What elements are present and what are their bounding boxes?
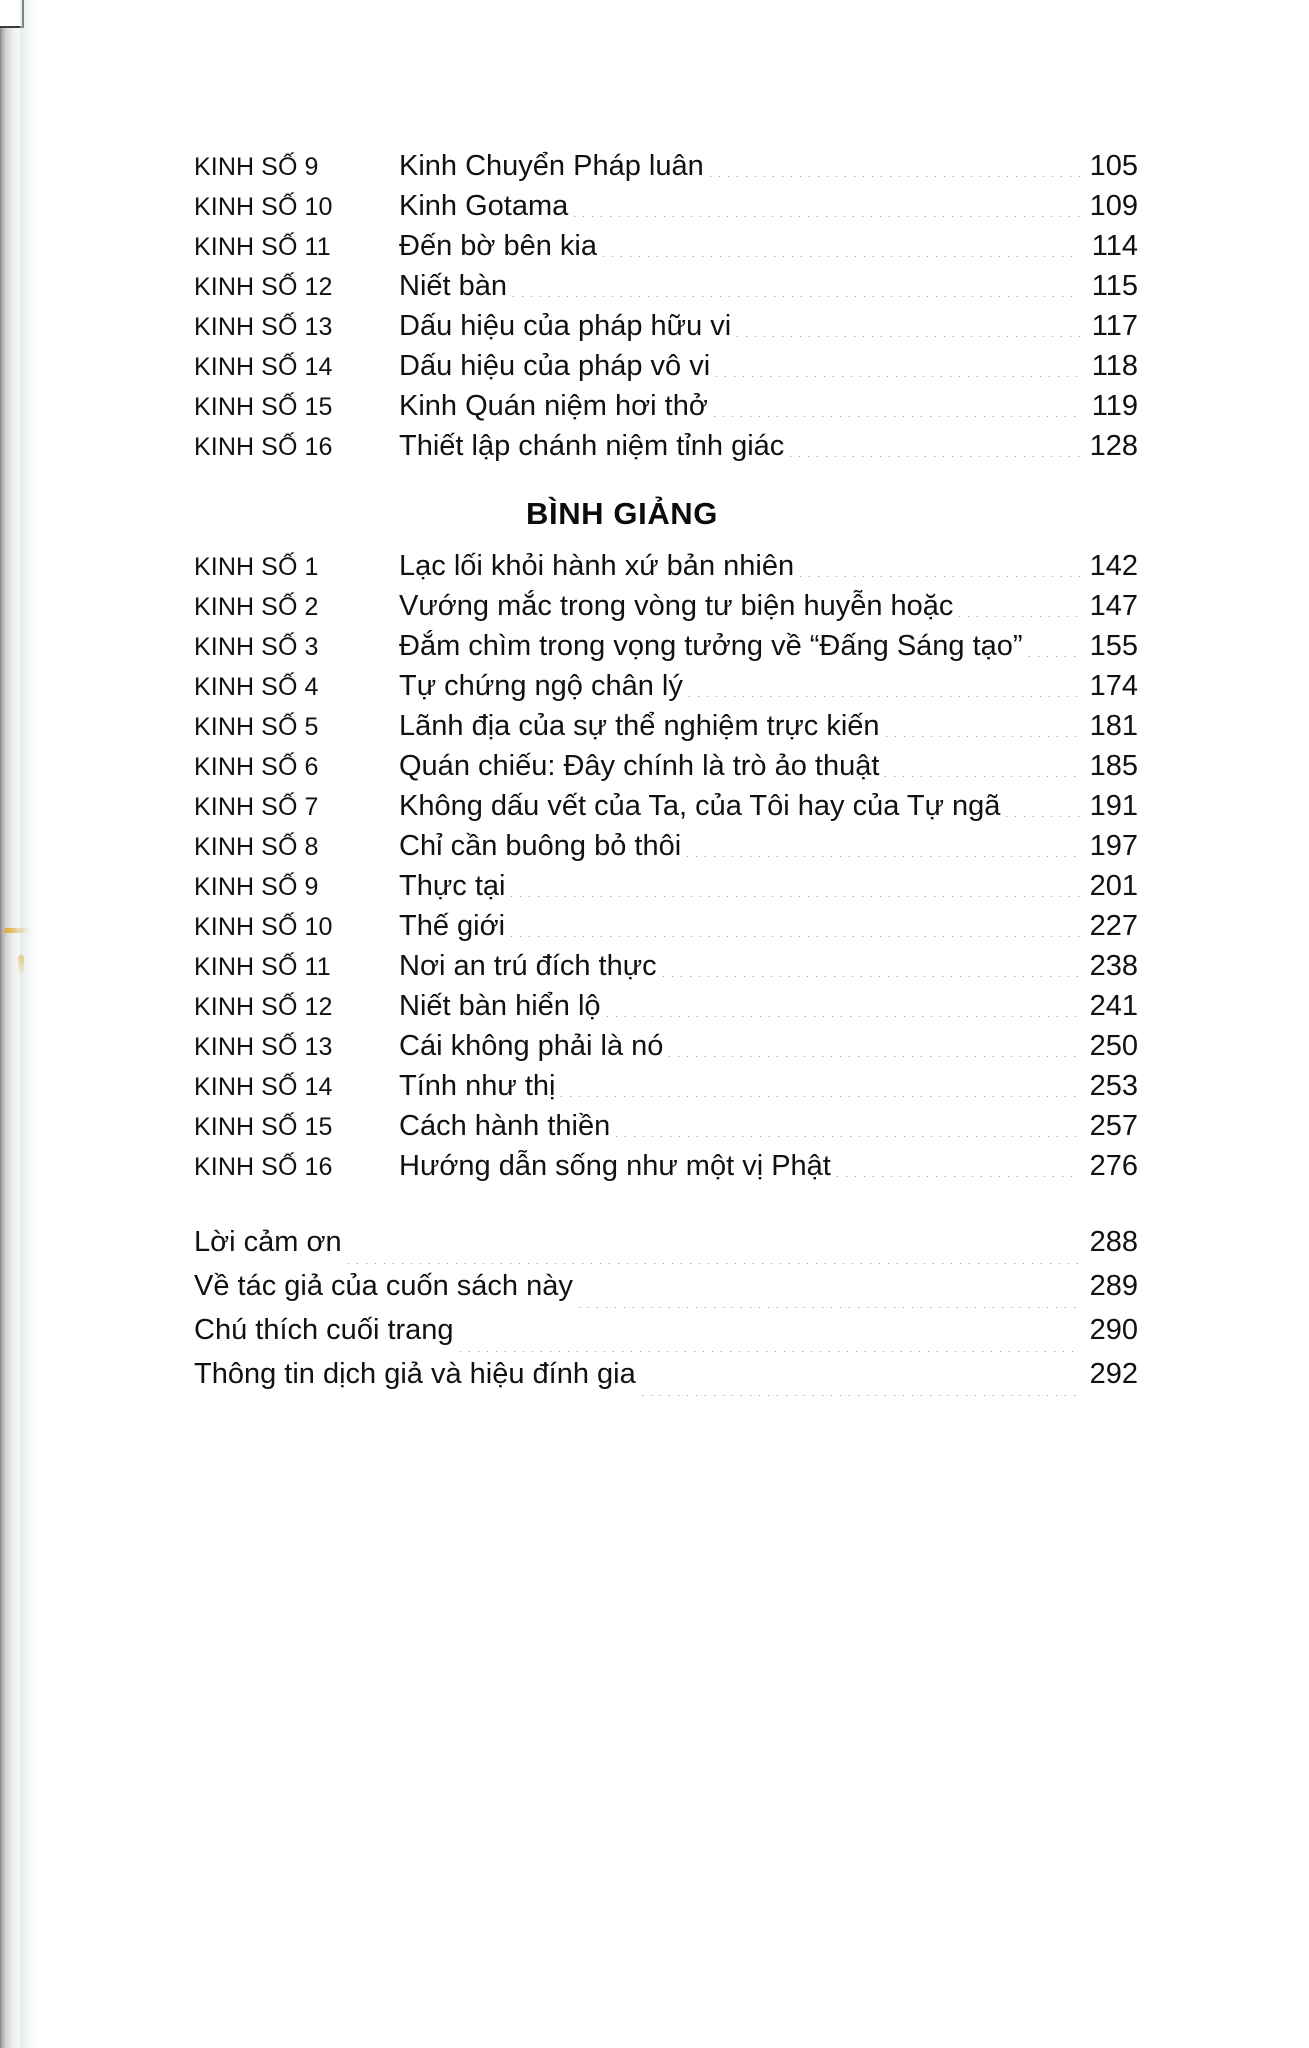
toc-entry-page-number: 174 <box>1089 670 1138 702</box>
scan-stray-mark <box>4 928 30 933</box>
toc-entry-title: Cái không phải là nó <box>399 1030 664 1062</box>
toc-entry[interactable] <box>194 710 1138 750</box>
toc-entry-body <box>399 550 1138 583</box>
toc-section-binh-giang <box>194 470 1138 1190</box>
dot-leader <box>570 216 1080 217</box>
dot-leader <box>557 1096 1080 1097</box>
toc-entry-title: Tự chứng ngộ chân lý <box>399 670 683 702</box>
toc-entry-page-number: 105 <box>1089 150 1138 182</box>
toc-entry-page-number: 128 <box>1089 430 1138 462</box>
toc-entry[interactable] <box>194 790 1138 830</box>
toc-entry-title: Kinh Quán niệm hơi thở <box>399 390 708 422</box>
toc-entry-label: KINH SỐ 9 <box>194 153 319 181</box>
toc-entry-body <box>399 350 1138 383</box>
toc-entry[interactable] <box>194 670 1138 710</box>
dot-leader <box>881 776 1080 777</box>
toc-entry-label: KINH SỐ 11 <box>194 953 331 981</box>
toc-entry-title: Tính như thị <box>399 1070 556 1102</box>
toc-entry-page-number: 227 <box>1089 910 1138 942</box>
toc-entry-body <box>399 270 1138 303</box>
dot-leader <box>796 576 1080 577</box>
toc-entry-title: Niết bàn hiển lộ <box>399 990 601 1022</box>
toc-backmatter-title: Chú thích cuối trang <box>194 1314 454 1346</box>
toc-entry-page-number: 253 <box>1089 1070 1138 1102</box>
toc-entry-title: Đắm chìm trong vọng tưởng về “Đấng Sáng tạo” <box>399 630 1023 662</box>
toc-entry-title: Không dấu vết của Ta, của Tôi hay của Tự ngã <box>399 790 1001 822</box>
toc-entry-page-number: 155 <box>1089 630 1138 662</box>
toc-backmatter-page-number: 290 <box>1089 1314 1138 1346</box>
toc-entry-label: KINH SỐ 8 <box>194 833 319 861</box>
dot-leader <box>955 616 1080 617</box>
toc-entry-label: KINH SỐ 10 <box>194 193 333 221</box>
toc-entry[interactable] <box>194 270 1138 310</box>
dot-leader <box>509 296 1080 297</box>
toc-entry-page-number: 118 <box>1091 350 1138 382</box>
toc-entry-body <box>399 230 1138 263</box>
toc-entry-page-number: 191 <box>1089 790 1138 822</box>
toc-entry-label: KINH SỐ 3 <box>194 633 319 661</box>
toc-entry-label: KINH SỐ 7 <box>194 793 319 821</box>
toc-entry[interactable] <box>194 550 1138 590</box>
toc-entry-body <box>399 750 1138 783</box>
dot-leader <box>665 1056 1080 1057</box>
toc-entry-body <box>399 390 1138 423</box>
toc-backmatter-title: Thông tin dịch giả và hiệu đính gia <box>194 1358 636 1390</box>
toc-entry-label: KINH SỐ 11 <box>194 233 331 261</box>
toc-entry-label: KINH SỐ 14 <box>194 353 333 381</box>
toc-entry-body <box>399 1150 1138 1183</box>
toc-entry-title: Thế giới <box>399 910 506 942</box>
toc-entry[interactable] <box>194 190 1138 230</box>
dot-leader <box>786 456 1080 457</box>
toc-entry-title: Dấu hiệu của pháp vô vi <box>399 350 711 382</box>
toc-backmatter-entry[interactable] <box>194 1270 1138 1314</box>
toc-entry-body <box>399 150 1138 183</box>
toc-entry-title: Lạc lối khỏi hành xứ bản nhiên <box>399 550 795 582</box>
toc-entry-page-number: 114 <box>1091 230 1138 262</box>
toc-entry-label: KINH SỐ 12 <box>194 273 333 301</box>
toc-backmatter-page-number: 288 <box>1089 1226 1138 1258</box>
toc-entry-title: Quán chiếu: Đây chính là trò ảo thuật <box>399 750 880 782</box>
toc-entry-body <box>399 310 1138 343</box>
toc-entry-label: KINH SỐ 13 <box>194 313 333 341</box>
toc-entry-title: Cách hành thiền <box>399 1110 611 1142</box>
toc-entry-title: Kinh Chuyển Pháp luân <box>399 150 704 182</box>
toc-entry-title: Hướng dẫn sống như một vị Phật <box>399 1150 831 1182</box>
dot-leader <box>659 976 1080 977</box>
toc-entry-page-number: 250 <box>1089 1030 1138 1062</box>
toc-entry-label: KINH SỐ 16 <box>194 433 333 461</box>
toc-backmatter-title: Lời cảm ơn <box>194 1226 342 1258</box>
toc-entry-page-number: 115 <box>1091 270 1138 302</box>
toc-entry[interactable] <box>194 1070 1138 1110</box>
toc-entry[interactable] <box>194 1150 1138 1190</box>
toc-entry-page-number: 276 <box>1089 1150 1138 1182</box>
toc-entry-label: KINH SỐ 15 <box>194 393 333 421</box>
toc-entry-body <box>399 790 1138 823</box>
toc-entry-body <box>399 710 1138 743</box>
toc-entry[interactable] <box>194 1030 1138 1070</box>
toc-entry-label: KINH SỐ 14 <box>194 1073 333 1101</box>
toc-entry-body <box>399 190 1138 223</box>
scan-stray-mark-secondary <box>18 955 24 975</box>
toc-entry-page-number: 109 <box>1089 190 1138 222</box>
toc-backmatter-page-number: 292 <box>1089 1358 1138 1390</box>
toc-entry-body <box>399 910 1138 943</box>
toc-entry-page-number: 238 <box>1089 950 1138 982</box>
toc-entry-label: KINH SỐ 6 <box>194 753 319 781</box>
toc-entry-label: KINH SỐ 2 <box>194 593 319 621</box>
toc-entry-title: Chỉ cần buông bỏ thôi <box>399 830 682 862</box>
toc-entry[interactable] <box>194 750 1138 790</box>
toc-entry-body <box>399 830 1138 863</box>
dot-leader <box>344 1263 1080 1264</box>
toc-entry[interactable] <box>194 590 1138 630</box>
toc-entry[interactable] <box>194 950 1138 990</box>
toc-entry-body <box>399 990 1138 1023</box>
dot-leader <box>706 176 1080 177</box>
toc-entry-page-number: 147 <box>1089 590 1138 622</box>
toc-entry-body <box>399 1070 1138 1103</box>
toc-entry-page-number: 185 <box>1089 750 1138 782</box>
toc-entry-body <box>399 590 1138 623</box>
dot-leader <box>1025 656 1080 657</box>
dot-leader <box>507 936 1080 937</box>
toc-entry[interactable] <box>194 390 1138 430</box>
dot-leader <box>710 416 1080 417</box>
table-of-contents <box>194 150 1138 1402</box>
toc-backmatter-entry[interactable] <box>194 1358 1138 1402</box>
toc-entry-page-number: 117 <box>1091 310 1138 342</box>
toc-entry-label: KINH SỐ 9 <box>194 873 319 901</box>
toc-entry-label: KINH SỐ 16 <box>194 1153 333 1181</box>
toc-entry-label: KINH SỐ 13 <box>194 1033 333 1061</box>
toc-entry[interactable] <box>194 430 1138 470</box>
toc-entry-label: KINH SỐ 15 <box>194 1113 333 1141</box>
dot-leader <box>882 736 1080 737</box>
toc-entry-title: Niết bàn <box>399 270 508 302</box>
dot-leader <box>599 256 1080 257</box>
toc-backmatter <box>194 1226 1138 1402</box>
toc-entry[interactable] <box>194 310 1138 350</box>
toc-entry-label: KINH SỐ 4 <box>194 673 319 701</box>
toc-entry-page-number: 241 <box>1089 990 1138 1022</box>
toc-entry[interactable] <box>194 230 1138 270</box>
toc-entry-body <box>399 430 1138 463</box>
dot-leader <box>575 1307 1080 1308</box>
page-edge-tint <box>20 0 36 2048</box>
toc-entry[interactable] <box>194 150 1138 190</box>
toc-entry[interactable] <box>194 630 1138 670</box>
toc-entry-body <box>399 950 1138 983</box>
dot-leader <box>612 1136 1080 1137</box>
toc-entry-body <box>399 630 1138 663</box>
toc-entry-page-number: 197 <box>1089 830 1138 862</box>
toc-section-kinh-continued <box>194 150 1138 470</box>
toc-entry-label: KINH SỐ 12 <box>194 993 333 1021</box>
dot-leader <box>1002 816 1080 817</box>
toc-entry[interactable] <box>194 870 1138 910</box>
toc-entry-title: Thiết lập chánh niệm tỉnh giác <box>399 430 785 462</box>
dot-leader <box>507 896 1080 897</box>
dot-leader <box>638 1395 1080 1396</box>
toc-entry-page-number: 119 <box>1091 390 1138 422</box>
toc-entry-title: Dấu hiệu của pháp hữu vi <box>399 310 732 342</box>
dot-leader <box>733 336 1080 337</box>
toc-entry[interactable] <box>194 1110 1138 1150</box>
toc-entry-title: Kinh Gotama <box>399 190 569 222</box>
toc-entry[interactable] <box>194 910 1138 950</box>
toc-entry-body <box>399 1030 1138 1063</box>
dot-leader <box>683 856 1080 857</box>
toc-backmatter-entry[interactable] <box>194 1314 1138 1358</box>
toc-entry-title: Đến bờ bên kia <box>399 230 597 262</box>
dot-leader <box>456 1351 1080 1352</box>
toc-backmatter-entry[interactable] <box>194 1226 1138 1270</box>
toc-entry-body <box>399 670 1138 703</box>
toc-entry-title: Thực tại <box>399 870 506 902</box>
toc-entry-label: KINH SỐ 1 <box>194 553 319 581</box>
toc-entry[interactable] <box>194 830 1138 870</box>
toc-section-heading: BÌNH GIẢNG <box>526 496 718 531</box>
toc-entry-page-number: 257 <box>1089 1110 1138 1142</box>
toc-entry[interactable] <box>194 990 1138 1030</box>
toc-entry-page-number: 201 <box>1089 870 1138 902</box>
toc-backmatter-page-number: 289 <box>1089 1270 1138 1302</box>
toc-entry-body <box>399 870 1138 903</box>
toc-entry-label: KINH SỐ 5 <box>194 713 319 741</box>
toc-entry-title: Lãnh địa của sự thể nghiệm trực kiến <box>399 710 880 742</box>
toc-entry-body <box>399 1110 1138 1143</box>
toc-entry-page-number: 181 <box>1089 710 1138 742</box>
toc-entry-title: Vướng mắc trong vòng tư biện huyễn hoặc <box>399 590 954 622</box>
toc-entry-title: Nơi an trú đích thực <box>399 950 657 982</box>
dot-leader <box>603 1016 1080 1017</box>
toc-entry-page-number: 142 <box>1089 550 1138 582</box>
dot-leader <box>712 376 1080 377</box>
dot-leader <box>685 696 1080 697</box>
toc-backmatter-title: Về tác giả của cuốn sách này <box>194 1270 573 1302</box>
toc-entry-label: KINH SỐ 10 <box>194 913 333 941</box>
dot-leader <box>833 1176 1080 1177</box>
toc-entry[interactable] <box>194 350 1138 390</box>
